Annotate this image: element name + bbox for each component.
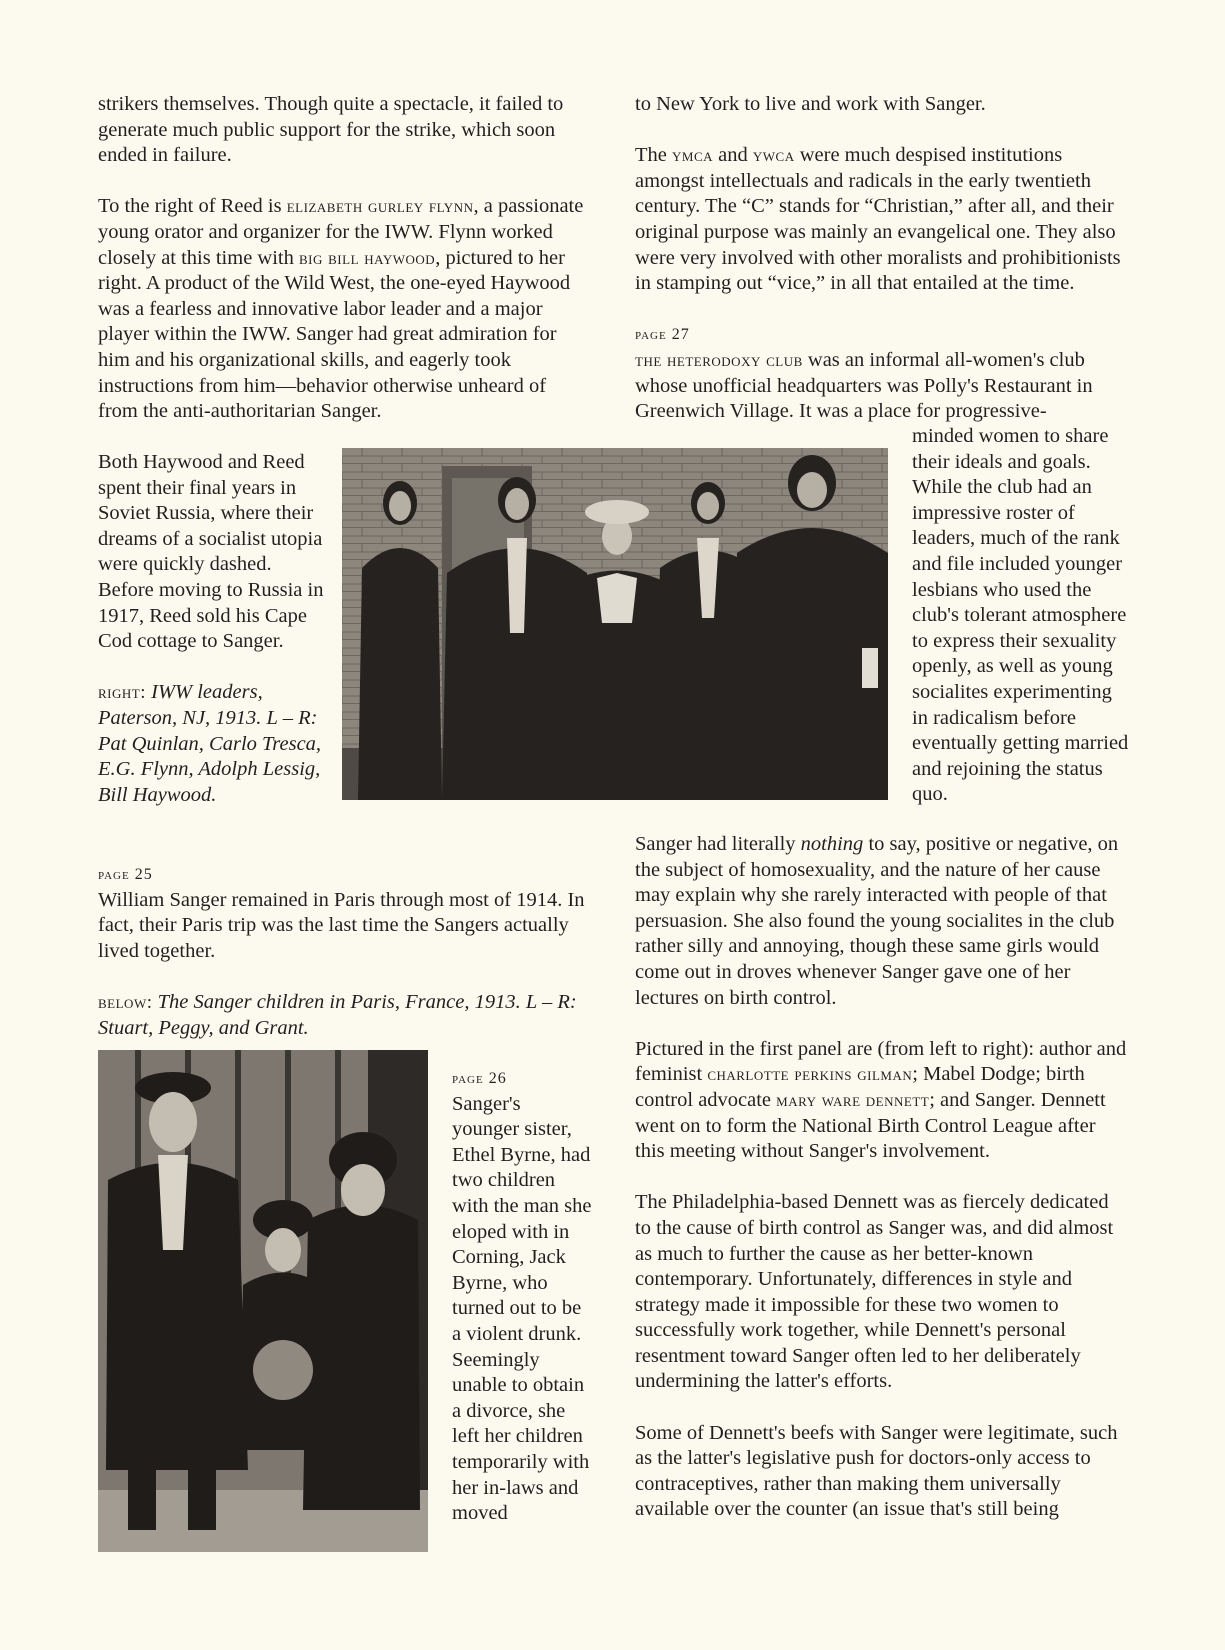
paragraph-beefs: Some of Dennett's beefs with Sanger were legitimate, such as the latter's legislative push for doctors-only access to contraceptives, rather than making them universally available over the counter (an issue that's still being [635, 1421, 1118, 1521]
paragraph-dennett: The Philadelphia-based Dennett was as fiercely dedicated to the cause of birth control as Sanger was, and did almost as much to further the cause as her better-known contemporary. Unfortunately, differences in style and strategy made it impossible for these two women to successfully work together, while Dennett's personal resentment toward Sanger often led to her deliberately undermining the latter's efforts. [635, 1191, 1114, 1393]
name-flynn: elizabeth gurley flynn [286, 196, 474, 218]
paragraph-heterodoxy-cont: minded women to share their ideals and goals. While the club had an impressive roster of leaders, much of the rank and file included younger lesbians who used the club's tolerant atmosphere to express their sexuality openly, as well as young socialites experimenting in radicalism before eventually getting married and rejoining the status quo. [912, 425, 1129, 806]
paragraph-heterodoxy-start: the heterodoxy club was an informal all-women's club whose unofficial headquarters was Polly's Restaurant in Greenwich Village. It was a place for progressive- [635, 348, 1093, 423]
page-26-column [452, 1066, 592, 1552]
paragraph-page-25: William Sanger remained in Paris through most of 1914. In fact, their Paris trip was the last time the Sangers actually lived together. [98, 888, 585, 962]
paragraph-soviet-russia: Both Haywood and Reed spent their final years in Soviet Russia, where their dreams of a socialist utopia were quickly dashed. Before moving to Russia in 1917, Reed sold his Cape Cod cottage to Sanger. [98, 451, 324, 653]
caption-iww-leaders: right: IWW leaders, Paterson, NJ, 1913. L – R: Pat Quinlan, Carlo Tresca, E.G. Flynn, Adolph Lessig, Bill Haywood. [98, 681, 322, 806]
paragraph-ymca: The ymca and ywca were much despised institutions amongst intellectuals and radicals in the early twentieth century. The “C” stands for “Christian,” after all, and their original purpose was mainly an evangelical one. They also were very involved with other moralists and prohibitionists in stamping out “vice,” in all that entailed at the time. [635, 144, 1121, 295]
paragraph-flynn: To the right of Reed is elizabeth gurley flynn, a passionate young orator and organizer for the IWW. Flynn worked closely at this time with big bill haywood, pictured to her right. A product of the Wild West, the one-eyed Haywood was a fearless and innovative labor leader and a major player within the IWW. Sanger had great admiration for him and his organizational skills, and eagerly took instructions from him—behavior otherwise unheard of from the anti-authoritarian Sanger. [98, 195, 584, 423]
paragraph-strike: strikers themselves. Though quite a spectacle, it failed to generate much public support for the strike, which soon ended in failure. [98, 93, 564, 167]
emphasis-nothing: nothing [800, 833, 864, 855]
page-25-label: page 25 [98, 866, 153, 883]
photo-iww-leaders [342, 448, 888, 800]
paragraph-new-york: to New York to live and work with Sanger. [635, 93, 986, 115]
name-haywood: big bill haywood [299, 247, 436, 269]
abbr-ywca: ywca [752, 145, 795, 167]
photo-sanger-children [98, 1050, 428, 1552]
right-column-lower [635, 832, 1129, 1549]
paragraph-page-26: Sanger's younger sister, Ethel Byrne, had two children with the man she eloped with in Corning, Jack Byrne, who turned out to be a violent drunk. Seemingly unable to obtain a divorce, she left her children temporarily with her in-laws and moved [452, 1092, 592, 1525]
right-column-top [635, 92, 1129, 450]
name-dennett: mary ware dennett [776, 1089, 930, 1111]
left-column-lower [98, 862, 590, 1067]
name-gilman: charlotte perkins gilman [707, 1064, 913, 1086]
paragraph-first-panel: Pictured in the first panel are (from left to right): author and feminist charlotte perkins gilman; Mabel Dodge; birth control advocate mary ware dennett; and Sanger. Dennett went on to form the National Birth Control League after this meeting without Sanger's involvement. [635, 1037, 1127, 1163]
left-narrow-column [98, 450, 324, 834]
page-27-label: page 27 [635, 326, 690, 344]
abbr-ymca: ymca [672, 145, 714, 167]
right-narrow-column [912, 424, 1130, 834]
page-26-label: page 26 [452, 1070, 507, 1087]
name-heterodoxy-club: the heterodoxy club [635, 349, 803, 371]
caption-sanger-children: below: The Sanger children in Paris, France, 1913. L – R: Stuart, Peggy, and Grant. [98, 990, 577, 1039]
paragraph-homosexuality: Sanger had literally nothing to say, positive or negative, on the subject of homosexuality, and the nature of her cause may explain why she rarely interacted with people of that persuasion. She also found the young socialites in the club rather silly and annoying, though these same girls would come out in droves whenever Sanger gave one of her lectures on birth control. [635, 833, 1119, 1009]
left-column-top [98, 92, 590, 450]
